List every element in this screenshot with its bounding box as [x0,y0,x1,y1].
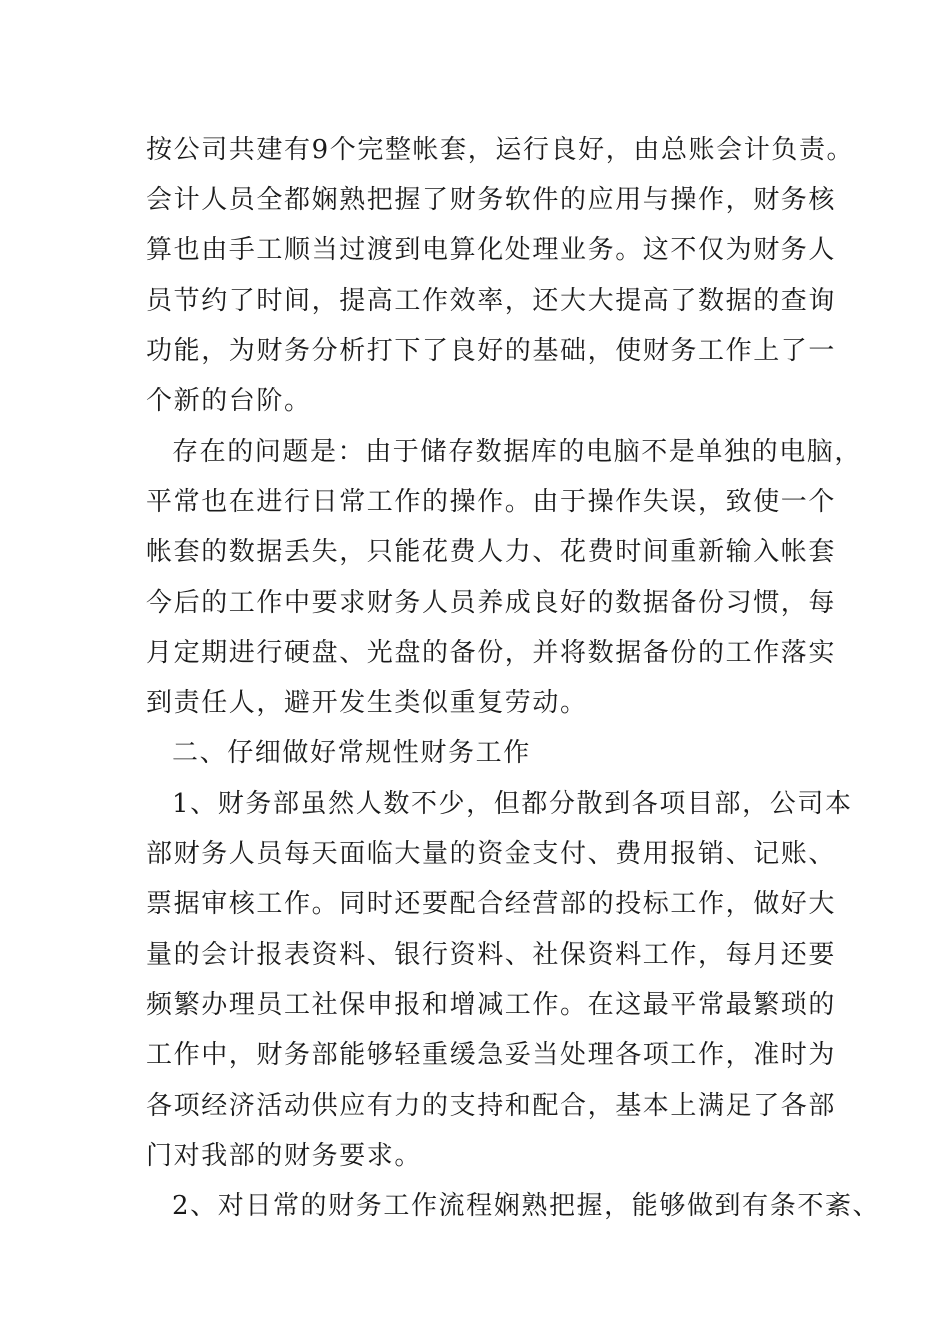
text-line: 工作中，财务部能够轻重缓急妥当处理各项工作，准时为 [146,1040,837,1070]
paragraph-start-line: 2、对日常的财务工作流程娴熟把握，能够做到有条不紊、 [172,1191,881,1221]
text-line: 门对我部的财务要求。 [146,1141,423,1171]
text-line: 帐套的数据丢失，只能花费人力、花费时间重新输入帐套 [146,537,837,567]
text-line: 各项经济活动供应有力的支持和配合，基本上满足了各部 [146,1091,837,1121]
text-line: 量的会计报表资料、银行资料、社保资料工作，每月还要 [146,940,837,970]
text-line: 频繁办理员工社保申报和增减工作。在这最平常最繁琐的 [146,990,837,1020]
text-line: 平常也在进行日常工作的操作。由于操作失误，致使一个 [146,487,837,517]
text-line: 按公司共建有9个完整帐套，运行良好，由总账会计负责。 [146,135,855,165]
text-line: 今后的工作中要求财务人员养成良好的数据备份习惯，每 [146,588,837,618]
text-line: 算也由手工顺当过渡到电算化处理业务。这不仅为财务人 [146,235,837,265]
text-line: 会计人员全都娴熟把握了财务软件的应用与操作，财务核 [146,185,837,215]
text-line: 部财务人员每天面临大量的资金支付、费用报销、记账、 [146,839,837,869]
text-line: 个新的台阶。 [146,386,312,416]
text-line: 月定期进行硬盘、光盘的备份，并将数据备份的工作落实 [146,638,837,668]
text-line: 功能，为财务分析打下了良好的基础，使财务工作上了一 [146,336,837,366]
text-line: 到责任人，避开发生类似重复劳动。 [146,688,588,718]
text-line: 员节约了时间，提高工作效率，还大大提高了数据的查询 [146,286,837,316]
paragraph-start-line: 1、财务部虽然人数不少，但都分散到各项目部，公司本 [172,789,853,819]
text-line: 票据审核工作。同时还要配合经营部的投标工作，做好大 [146,889,837,919]
paragraph-start-line: 存在的问题是：由于储存数据库的电脑不是单独的电脑， [172,437,863,467]
section-heading: 二、仔细做好常规性财务工作 [172,738,531,768]
